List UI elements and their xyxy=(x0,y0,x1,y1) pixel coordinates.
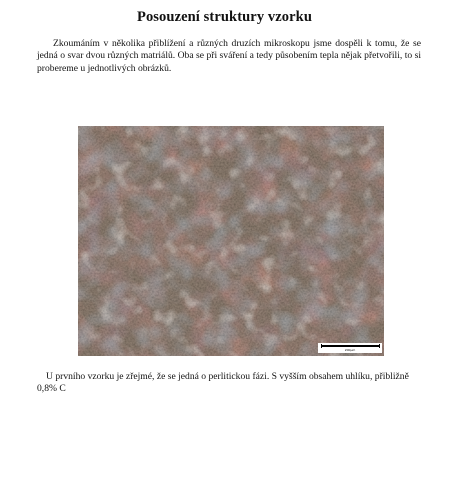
caption-paragraph xyxy=(37,371,421,396)
scale-bar xyxy=(318,343,382,353)
caption-text: U prvního vzorku je zřejmé, že se jedná o perlitickou fázi. S vyšším obsahem uhlíku, přibližně 0,8% C xyxy=(37,371,409,395)
intro-text: Zkoumáním v několika přiblížení a různých druzích mikroskopu jsme dospěli k tomu, že se jedná o svar dvou různých matriálů. Oba se při sváření a tedy působením tepla nějak přetvořili, to si probereme u jednotlivých obrázků. xyxy=(37,38,421,74)
scale-bar-line xyxy=(321,345,379,347)
micrograph-image xyxy=(78,126,384,356)
page-title: Posouzení struktury vzorku xyxy=(137,9,312,25)
micrograph-texture xyxy=(78,126,384,356)
scale-bar-label: 200µm xyxy=(344,348,356,352)
intro-paragraph xyxy=(37,38,421,75)
